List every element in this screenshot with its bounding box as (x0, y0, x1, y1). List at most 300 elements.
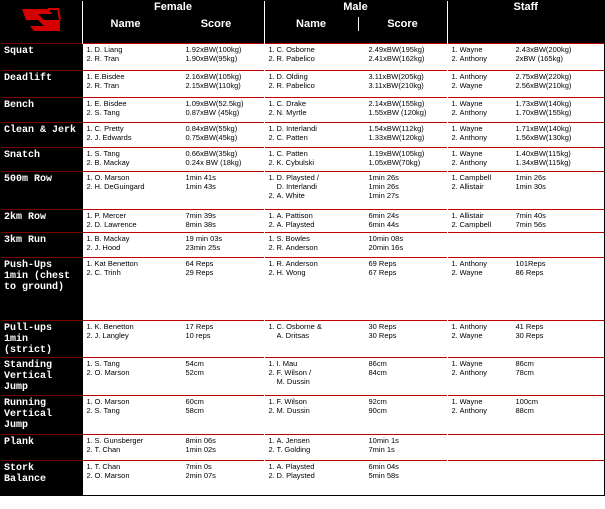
male-result-entry (265, 368, 447, 377)
rank: 1. (268, 45, 275, 54)
athlete-name: D. Playsted (276, 471, 315, 480)
rank: 2. (86, 182, 93, 191)
athlete-name: Anthony (459, 368, 488, 377)
female-result-entry (83, 124, 264, 133)
athlete-name: Anthony (459, 406, 488, 415)
column-header-row (1, 14, 604, 44)
male-result-entry (265, 158, 447, 167)
male-result-entry (265, 243, 447, 252)
athlete-name: J. Langley (94, 331, 129, 340)
male-result-entry (265, 99, 447, 108)
rank: 1. (268, 149, 275, 158)
category-label: Snatch (1, 148, 82, 172)
athlete-name: H. Wong (276, 268, 306, 277)
rank: 2. (268, 368, 275, 377)
staff-results-cell (447, 210, 604, 233)
staff-results-cell (447, 435, 604, 461)
female-results-cell (82, 358, 264, 396)
staff-result-entry (448, 397, 605, 406)
staff-result-entry (448, 158, 605, 167)
athlete-name: Anthony (459, 322, 488, 331)
athlete-name: D. Olding (276, 72, 308, 81)
score-value: 1min 02s (185, 445, 216, 454)
rank: 2. (268, 158, 275, 167)
staff-results-cell (447, 71, 604, 98)
category-label: Clean & Jerk (1, 123, 82, 148)
score-value: 19 min 03s (185, 234, 223, 243)
female-result-entry (83, 462, 264, 471)
score-value: 1min 43s (185, 182, 216, 191)
male-results-cell (264, 396, 447, 435)
record-row (1, 321, 604, 358)
male-result-entry (265, 259, 447, 268)
category-label: Push-Ups 1min (chest to ground) (1, 258, 82, 321)
score-value: 60cm (185, 397, 204, 406)
rank: 1. (86, 99, 93, 108)
rank: 1. (268, 99, 275, 108)
score-value: 8min 06s (185, 436, 216, 445)
female-result-entry (83, 368, 264, 377)
female-results-cell (82, 233, 264, 258)
athlete-name: O. Marson (94, 368, 130, 377)
staff-result-entry (448, 220, 605, 229)
staff-result-entry (448, 322, 605, 331)
male-result-entry (265, 471, 447, 480)
score-value (369, 377, 447, 386)
record-row (1, 258, 604, 321)
athlete-name: Allistair (459, 182, 484, 191)
male-results-cell (264, 172, 447, 210)
female-result-entry (83, 182, 264, 191)
score-value: 54cm (185, 359, 204, 368)
rank: 2. (268, 268, 275, 277)
rank: 1. (451, 124, 458, 133)
rank: 1. (86, 149, 93, 158)
rank: 1. (451, 259, 458, 268)
score-value: 30 Reps (368, 331, 397, 340)
athlete-name: K. Cybulski (276, 158, 315, 167)
athlete-name: Campbell (459, 220, 492, 229)
athlete-name: S. Tang (94, 359, 120, 368)
score-value: 2.16xBW(105kg) (185, 72, 242, 81)
staff-result-entry (448, 211, 605, 220)
staff-result-entry (448, 406, 605, 415)
athlete-name: Wayne (459, 149, 483, 158)
score-value: 0.87xBW (45kg) (185, 108, 240, 117)
score-value: 41 Reps (515, 322, 544, 331)
athlete-name: S. Tang (94, 406, 120, 415)
athlete-name: T. Golding (276, 445, 311, 454)
score-value: 1.71xBW(140kg) (515, 124, 572, 133)
staff-results-cell (447, 44, 604, 71)
athlete-name: A. White (276, 191, 305, 200)
rank: 2. (86, 220, 93, 229)
score-value: 6min 44s (368, 220, 399, 229)
rank: 1. (451, 359, 458, 368)
female-result-entry (83, 99, 264, 108)
athlete-name: Kat Benetton (94, 259, 138, 268)
female-result-entry (83, 54, 264, 63)
rank: 1. (268, 259, 275, 268)
rank: 1. (86, 234, 93, 243)
rank: 1. (86, 259, 93, 268)
male-result-entry (265, 191, 447, 200)
rank: 2. (268, 108, 275, 117)
rank: 2. (86, 368, 93, 377)
staff-result-entry (448, 81, 605, 90)
athlete-name: R. Anderson (276, 259, 318, 268)
score-value: 64 Reps (185, 259, 214, 268)
male-result-entry (265, 124, 447, 133)
male-score-header: Score (358, 17, 447, 31)
rank (269, 331, 277, 340)
rank: 2. (86, 158, 93, 167)
score-value: 1.56xBW(130kg) (515, 133, 572, 142)
staff-result-entry (448, 72, 605, 81)
brand-logo-icon (18, 5, 64, 35)
rank: 2. (451, 54, 458, 63)
male-result-entry (265, 72, 447, 81)
athlete-name: C. Patten (276, 133, 308, 142)
female-result-entry (83, 331, 264, 340)
rank: 1. (451, 72, 458, 81)
male-result-entry (265, 133, 447, 142)
male-result-entry (265, 397, 447, 406)
rank: 1. (268, 234, 275, 243)
athlete-name: Wayne (459, 331, 483, 340)
category-label: Stork Balance (1, 461, 82, 495)
rank: 1. (451, 173, 458, 182)
female-result-entry (83, 211, 264, 220)
score-value: 1.09xBW(52.5kg) (185, 99, 244, 108)
rank: 2. (451, 406, 458, 415)
score-value: 69 Reps (368, 259, 397, 268)
staff-result-entry (448, 259, 605, 268)
athlete-name: K. Benetton (94, 322, 134, 331)
rank: 1. (268, 322, 275, 331)
rank: 2. (268, 133, 275, 142)
athlete-name: N. Myrtle (276, 108, 307, 117)
female-group-header: Female (82, 1, 264, 14)
female-result-entry (83, 406, 264, 415)
male-results-cell (264, 210, 447, 233)
score-value: 1.33xBW(120kg) (368, 133, 425, 142)
rank: 2. (451, 158, 458, 167)
rank (269, 182, 277, 191)
staff-result-entry (448, 182, 605, 191)
female-result-entry (83, 268, 264, 277)
record-row (1, 396, 604, 435)
rank: 2. (86, 406, 93, 415)
score-value: 2.14xBW(155kg) (368, 99, 425, 108)
athlete-name: Anthony (459, 108, 488, 117)
rank: 1. (451, 322, 458, 331)
athlete-name: A. Playsted (276, 220, 315, 229)
athlete-name: C. Patten (276, 149, 308, 158)
athlete-name: T. Chan (94, 445, 121, 454)
rank: 1. (268, 211, 275, 220)
score-value: 3.11xBW(205kg) (368, 72, 424, 81)
category-label: Running Vertical Jump (1, 396, 82, 435)
male-result-entry (265, 377, 447, 386)
athlete-name: Anthony (459, 133, 488, 142)
male-result-entry (265, 149, 447, 158)
score-value: 8min 38s (185, 220, 216, 229)
athlete-name: R. Pabelico (276, 54, 315, 63)
rank (269, 377, 277, 386)
male-group-header: Male (264, 1, 447, 14)
staff-results-cell (447, 258, 604, 321)
male-result-entry (265, 359, 447, 368)
score-value: 1.34xBW(115kg) (515, 158, 571, 167)
score-value: 58cm (185, 406, 204, 415)
female-result-entry (83, 220, 264, 229)
score-value: 1.92xBW(100kg) (185, 45, 242, 54)
male-result-entry (265, 322, 447, 331)
female-result-entry (83, 108, 264, 117)
rank: 2. (86, 81, 93, 90)
record-row (1, 435, 604, 461)
athlete-name: M. Dussin (276, 377, 310, 386)
rank: 2. (268, 471, 275, 480)
rank: 2. (451, 268, 458, 277)
female-result-entry (83, 149, 264, 158)
rank: 2. (451, 108, 458, 117)
score-value: 10min 1s (368, 436, 399, 445)
record-row (1, 358, 604, 396)
female-result-entry (83, 445, 264, 454)
female-result-entry (83, 158, 264, 167)
athlete-name: C. Trinh (94, 268, 121, 277)
score-value: 1min 26s (368, 182, 399, 191)
score-value: 1.55xBW (120kg) (368, 108, 427, 117)
score-value: 52cm (185, 368, 204, 377)
score-value: 5min 58s (368, 471, 399, 480)
score-value: 1.05xBW(70kg) (368, 158, 421, 167)
female-result-entry (83, 397, 264, 406)
record-row (1, 98, 604, 123)
athlete-name: Wayne (459, 81, 483, 90)
female-result-entry (83, 45, 264, 54)
staff-result-entry (448, 54, 605, 63)
category-label: Squat (1, 44, 82, 71)
male-result-entry (265, 445, 447, 454)
athlete-name: J. Hood (94, 243, 121, 252)
athlete-name: Allistair (459, 211, 484, 220)
female-results-cell (82, 210, 264, 233)
female-results-cell (82, 172, 264, 210)
athlete-name: D. Lawrence (94, 220, 137, 229)
record-row (1, 71, 604, 98)
score-value: 1min 26s (515, 173, 546, 182)
athlete-name: R. Anderson (276, 243, 318, 252)
score-value: 10min 08s (368, 234, 404, 243)
athlete-name: A. Jensen (276, 436, 310, 445)
athlete-name: S. Tang (94, 108, 120, 117)
male-results-cell (264, 123, 447, 148)
athlete-name: Wayne (459, 124, 483, 133)
male-results-cell (264, 358, 447, 396)
athlete-name: E. Bisdee (94, 99, 127, 108)
athlete-name: Campbell (459, 173, 492, 182)
record-row (1, 210, 604, 233)
male-name-header: Name (296, 18, 326, 30)
score-value: 86cm (515, 359, 534, 368)
rank: 2. (86, 331, 93, 340)
male-result-entry (265, 220, 447, 229)
rank: 2. (268, 54, 275, 63)
staff-result-entry (448, 173, 605, 182)
rank: 2. (451, 182, 458, 191)
athlete-name: C. Osborne (276, 45, 315, 54)
staff-results-cell (447, 233, 604, 258)
female-result-entry (83, 173, 264, 182)
group-header-row (1, 1, 604, 14)
category-label: Deadlift (1, 71, 82, 98)
athlete-name: O. Marson (94, 471, 130, 480)
rank: 2. (451, 133, 458, 142)
athlete-name: F. Wilson (276, 397, 307, 406)
rank: 1. (86, 462, 93, 471)
rank: 1. (451, 99, 458, 108)
score-value: 7min 1s (368, 445, 395, 454)
rank: 1. (86, 173, 93, 182)
staff-group-header: Staff (447, 1, 604, 14)
rank: 2. (451, 81, 458, 90)
rank: 1. (451, 149, 458, 158)
athlete-name: D. Playsted / (276, 173, 320, 182)
athlete-name: E.Bisdee (94, 72, 125, 81)
category-label: 2km Row (1, 210, 82, 233)
score-value: 2xBW (165kg) (515, 54, 564, 63)
rank: 1. (86, 436, 93, 445)
rank: 1. (86, 124, 93, 133)
male-result-entry (265, 81, 447, 90)
category-label: 3km Run (1, 233, 82, 258)
rank: 1. (268, 436, 275, 445)
score-value: 2.75xBW(220kg) (515, 72, 572, 81)
rank: 1. (451, 45, 458, 54)
record-row (1, 148, 604, 172)
rank: 2. (268, 406, 275, 415)
staff-results-cell (447, 148, 604, 172)
female-result-entry (83, 436, 264, 445)
male-results-cell (264, 435, 447, 461)
rank: 1. (268, 173, 275, 182)
athlete-name: B. Mackay (94, 158, 130, 167)
score-value: 0.84xBW(55kg) (185, 124, 238, 133)
staff-result-entry (448, 124, 605, 133)
male-result-entry (265, 462, 447, 471)
male-result-entry (265, 108, 447, 117)
athlete-name: Anthony (459, 158, 488, 167)
score-value: 86 Reps (515, 268, 544, 277)
rank: 1. (86, 397, 93, 406)
staff-result-entry (448, 368, 605, 377)
athlete-name: C. Drake (276, 99, 307, 108)
athlete-name: J. Edwards (94, 133, 132, 142)
score-value: 0.75xBW(45kg) (185, 133, 238, 142)
score-value: 6min 04s (368, 462, 399, 471)
rank: 2. (451, 368, 458, 377)
athlete-name: B. Mackay (94, 234, 130, 243)
score-value: 7min 0s (185, 462, 212, 471)
female-result-entry (83, 359, 264, 368)
athlete-name: Wayne (459, 99, 483, 108)
category-label: Bench (1, 98, 82, 123)
athlete-name: O. Marson (94, 397, 130, 406)
athlete-name: Anthony (459, 54, 488, 63)
score-value: 1.40xBW(115kg) (515, 149, 571, 158)
male-col-headers (264, 14, 447, 44)
female-col-headers (82, 14, 264, 44)
records-table (1, 1, 604, 495)
rank: 2. (268, 191, 275, 200)
score-value: 29 Reps (185, 268, 214, 277)
athlete-name: O. Marson (94, 173, 130, 182)
female-result-entry (83, 72, 264, 81)
score-value: 1.19xBW(105kg) (368, 149, 425, 158)
score-value: 78cm (515, 368, 534, 377)
staff-result-entry (448, 45, 605, 54)
score-value: 10 reps (185, 331, 211, 340)
score-value: 2.56xBW(210kg) (515, 81, 572, 90)
female-result-entry (83, 234, 264, 243)
staff-result-entry (448, 133, 605, 142)
rank: 2. (268, 445, 275, 454)
athlete-name: S. Gunsberger (94, 436, 144, 445)
athlete-name: C. Osborne & (276, 322, 322, 331)
category-label: Pull-ups 1min (strict) (1, 321, 82, 358)
staff-results-cell (447, 321, 604, 358)
athlete-name: D. Interlandi (276, 182, 317, 191)
score-value: 92cm (368, 397, 387, 406)
athlete-name: M. Dussin (276, 406, 310, 415)
athlete-name: F. Wilson / (276, 368, 312, 377)
rank: 2. (86, 268, 93, 277)
score-value: 86cm (368, 359, 387, 368)
score-value: 101Reps (515, 259, 546, 268)
male-result-entry (265, 234, 447, 243)
logo-cell (1, 1, 82, 44)
athlete-name: D. Interlandi (276, 124, 317, 133)
athlete-name: I. Mau (276, 359, 298, 368)
score-value: 2.49xBW(195kg) (368, 45, 425, 54)
score-value: 90cm (368, 406, 387, 415)
record-row (1, 461, 604, 495)
score-value: 2.41xBW(162kg) (368, 54, 425, 63)
female-results-cell (82, 258, 264, 321)
record-row (1, 233, 604, 258)
rank: 1. (86, 72, 93, 81)
staff-result-entry (448, 359, 605, 368)
rank: 1. (86, 359, 93, 368)
athlete-name: Anthony (459, 72, 488, 81)
rank: 1. (86, 45, 93, 54)
staff-result-entry (448, 108, 605, 117)
male-result-entry (265, 268, 447, 277)
athlete-name: Anthony (459, 259, 488, 268)
female-result-entry (83, 471, 264, 480)
rank: 1. (86, 322, 93, 331)
score-value: 3.11xBW(210kg) (368, 81, 424, 90)
rank: 2. (268, 81, 275, 90)
rank: 1. (268, 72, 275, 81)
athlete-name: S. Tang (94, 149, 120, 158)
staff-result-entry (448, 331, 605, 340)
male-result-entry (265, 182, 447, 191)
athlete-name: D. Liang (94, 45, 123, 54)
